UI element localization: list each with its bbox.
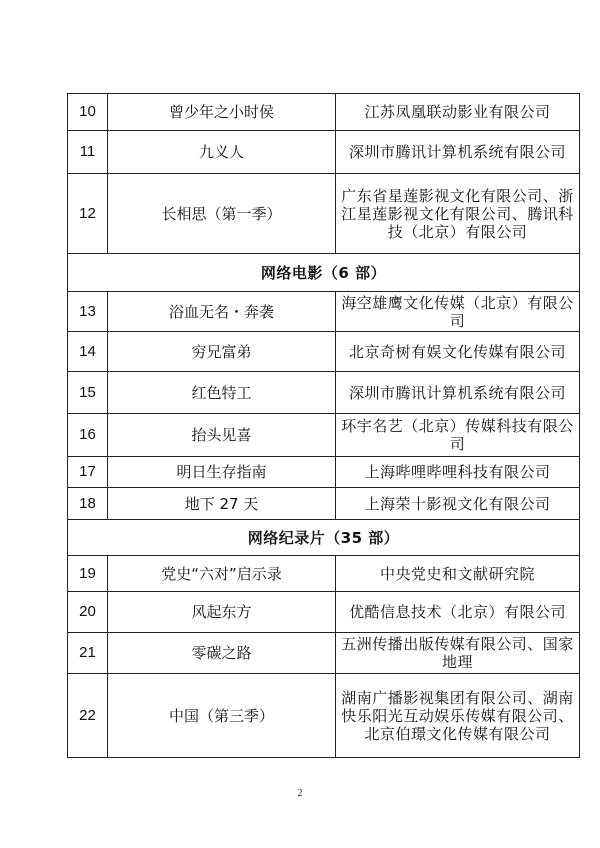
company-name: 环宇名艺（北京）传媒科技有限公司 [336,414,580,457]
section-header-row [68,254,580,292]
program-title: 地下 27 天 [108,488,336,520]
program-title: 曾少年之小时侯 [108,94,336,131]
table-row [68,457,580,488]
table-row [68,174,580,254]
company-name: 北京奇树有娱文化传媒有限公司 [336,332,580,372]
table-row [68,674,580,758]
table-row [68,556,580,592]
table-row [68,488,580,520]
page-number: 2 [297,788,303,799]
company-name: 深圳市腾讯计算机系统有限公司 [336,372,580,414]
table-row [68,414,580,457]
company-name: 上海荣十影视文化有限公司 [336,488,580,520]
row-number: 12 [68,174,108,254]
section-title-movies: 网络电影（6 部） [68,254,580,292]
company-name: 五洲传播出版传媒有限公司、国家地理 [336,633,580,674]
row-number: 22 [68,674,108,758]
company-name: 湖南广播影视集团有限公司、湖南快乐阳光互动娱乐传媒有限公司、北京伯璟文化传媒有限公司 [336,674,580,758]
company-name: 上海哔哩哔哩科技有限公司 [336,457,580,488]
table-row [68,94,580,131]
section-header-row [68,520,580,556]
program-title: 中国（第三季） [108,674,336,758]
program-title: 零碳之路 [108,633,336,674]
row-number: 20 [68,592,108,633]
program-table [67,93,580,758]
row-number: 13 [68,292,108,332]
program-title: 浴血无名・奔袭 [108,292,336,332]
row-number: 16 [68,414,108,457]
row-number: 11 [68,131,108,174]
program-title: 抬头见喜 [108,414,336,457]
table-row [68,292,580,332]
company-name: 中央党史和文献研究院 [336,556,580,592]
table-row [68,372,580,414]
table-row [68,592,580,633]
company-name: 江苏凤凰联动影业有限公司 [336,94,580,131]
company-name: 广东省星莲影视文化有限公司、浙江星莲影视文化有限公司、腾讯科技（北京）有限公司 [336,174,580,254]
section-title-documentaries: 网络纪录片（35 部） [68,520,580,556]
row-number: 19 [68,556,108,592]
program-title: 红色特工 [108,372,336,414]
row-number: 15 [68,372,108,414]
company-name: 深圳市腾讯计算机系统有限公司 [336,131,580,174]
table-row [68,633,580,674]
program-title: 九义人 [108,131,336,174]
program-title: 明日生存指南 [108,457,336,488]
program-title: 风起东方 [108,592,336,633]
row-number: 17 [68,457,108,488]
company-name: 优酷信息技术（北京）有限公司 [336,592,580,633]
row-number: 18 [68,488,108,520]
table-row [68,131,580,174]
program-title: 长相思（第一季） [108,174,336,254]
program-title: 穷兄富弟 [108,332,336,372]
company-name: 海空雄鹰文化传媒（北京）有限公司 [336,292,580,332]
table-row [68,332,580,372]
program-title: 党史“六对”启示录 [108,556,336,592]
row-number: 21 [68,633,108,674]
row-number: 14 [68,332,108,372]
row-number: 10 [68,94,108,131]
